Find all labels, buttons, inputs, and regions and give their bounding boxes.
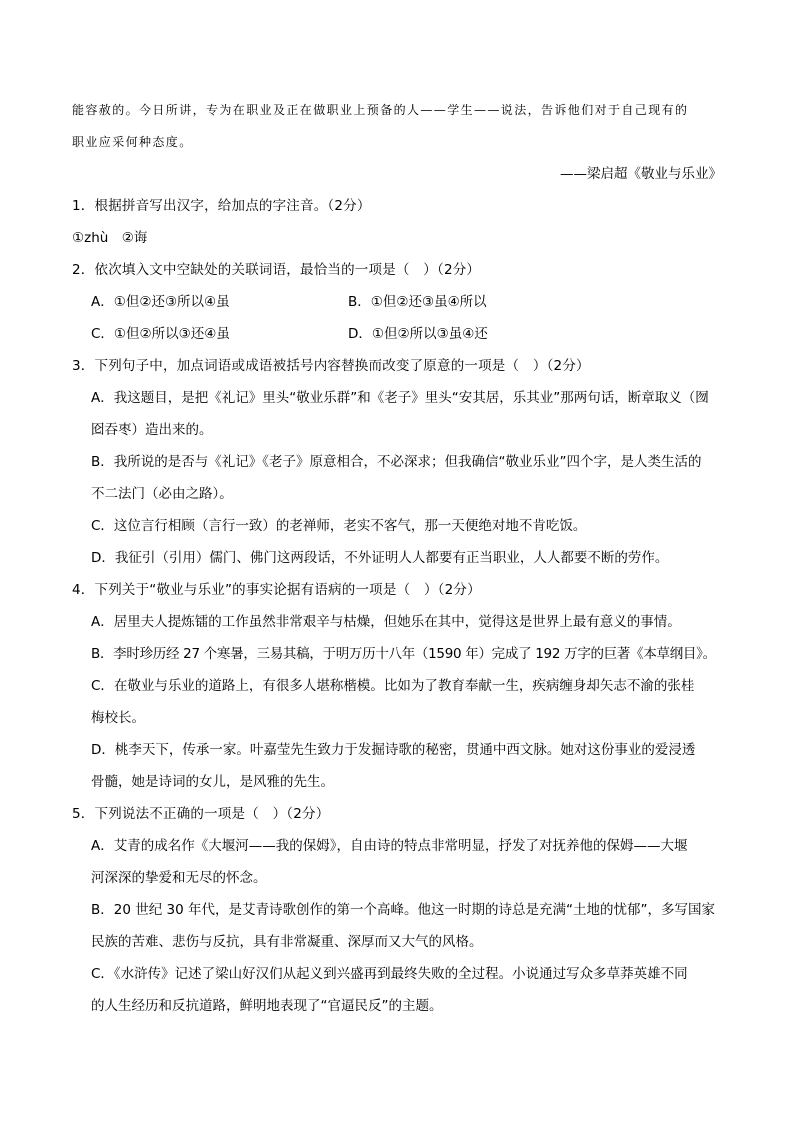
question-2-option-d[interactable]: D．①但②所以③虽④还	[348, 326, 488, 342]
question-4-stem: 4．下列关于“敬业与乐业”的事实论据有语病的一项是（ ）（2分）	[72, 582, 481, 598]
passage-line-1: 能容赦的。今日所讲，专为在职业及正在做职业上预备的人——学生——说法，告诉他们对于自己现有的	[72, 103, 689, 117]
question-4-option-b[interactable]: B．李时珍历经 27 个寒暑，三易其稿，于明万历十八年（1590 年）完成了 192 万字的巨著《本草纲目》。	[91, 646, 716, 662]
question-4-option-c-line-2[interactable]: 梅校长。	[91, 710, 145, 726]
question-3-stem: 3．下列句子中，加点词语或成语被括号内容替换而改变了原意的一项是（ ）（2分）	[72, 358, 590, 374]
question-5-option-a-line-2[interactable]: 河深深的挚爱和无尽的怀念。	[91, 870, 267, 886]
question-5-option-c-line-1[interactable]: C．《水浒传》记述了梁山好汉们从起义到兴盛再到最终失败的全过程。小说通过写众多草莽英雄不同	[91, 966, 688, 982]
question-1-stem: 1．根据拼音写出汉字，给加点的字注音。（2分）	[72, 198, 371, 214]
question-2-option-c[interactable]: C．①但②所以③还④虽	[91, 326, 230, 342]
question-3-option-c[interactable]: C．这位言行相顾（言行一致）的老禅师，老实不客气，那一天便绝对地不肯吃饭。	[91, 518, 587, 534]
question-5-option-b-line-2[interactable]: 民族的苦难、悲伤与反抗，具有非常凝重、深厚而又大气的风格。	[91, 934, 483, 950]
question-2-option-a[interactable]: A．①但②还③所以④虽	[91, 294, 230, 310]
question-3-option-b-line-2[interactable]: 不二法门（必由之路）。	[91, 486, 233, 502]
question-3-option-a-line-2[interactable]: 囵吞枣）造出来的。	[91, 422, 213, 438]
question-3-option-d[interactable]: D．我征引（引用）儒门、佛门这两段话，不外证明人人都要有正当职业，人人都要不断的劳作。	[91, 550, 669, 566]
passage-attribution: ——梁启超《敬业与乐业》	[560, 166, 722, 182]
question-5-option-c-line-2[interactable]: 的人生经历和反抗道路，鲜明地表现了“官逼民反”的主题。	[91, 998, 443, 1014]
question-3-option-b-line-1[interactable]: B．我所说的是否与《礼记》《老子》原意相合，不必深求；但我确信“敬业乐业”四个字，是人类生活的	[91, 454, 702, 470]
passage-line-2: 职业应采何种态度。	[72, 135, 193, 149]
question-5-option-b-line-1[interactable]: B．20 世纪 30 年代，是艾青诗歌创作的第一个高峰。他这一时期的诗总是充满“土地的忧郁”，多写国家	[91, 902, 715, 918]
question-5-option-a-line-1[interactable]: A．艾青的成名作《大堰河——我的保姆》，自由诗的特点非常明显，抒发了对抚养他的保姆——大堰	[91, 838, 688, 854]
question-2-stem: 2．依次填入文中空缺处的关联词语，最恰当的一项是（ ）（2分）	[72, 262, 481, 278]
question-4-option-d-line-1[interactable]: D．桃李天下，传承一家。叶嘉莹先生致力于发掘诗歌的秘密，贯通中西文脉。她对这份事业的爱浸透	[91, 742, 696, 758]
question-2-option-b[interactable]: B．①但②还③虽④所以	[348, 294, 487, 310]
question-4-option-a[interactable]: A．居里夫人提炼镭的工作虽然非常艰辛与枯燥，但她乐在其中，觉得这是世界上最有意义的事情。	[91, 614, 681, 630]
question-4-option-c-line-1[interactable]: C．在敬业与乐业的道路上，有很多人堪称楷模。比如为了教育奉献一生，疾病缠身却矢志不渝的张桂	[91, 678, 695, 694]
question-3-option-a-line-1[interactable]: A．我这题目，是把《礼记》里头“敬业乐群”和《老子》里头“安其居，乐其业”那两句话，断章取义（囫	[91, 390, 709, 406]
question-4-option-d-line-2[interactable]: 骨髓，她是诗词的女儿，是风雅的先生。	[91, 774, 334, 790]
question-1-content: ①zhù ②诲	[72, 230, 148, 246]
question-5-stem: 5．下列说法不正确的一项是（ ）（2分）	[72, 806, 330, 822]
